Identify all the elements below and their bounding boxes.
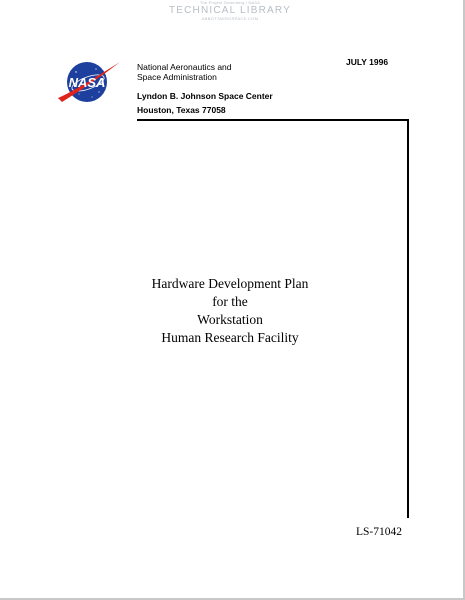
publication-date: JULY 1996: [346, 57, 389, 67]
watermark-title: TECHNICAL LIBRARY: [168, 5, 292, 16]
nasa-meatball-logo: [54, 56, 124, 108]
technical-library-watermark: [140, 1, 320, 21]
agency-name: [137, 62, 232, 82]
title-line-4: Human Research Facility: [161, 330, 299, 345]
watermark-top-line: The Project Gutenberg / NASA: [199, 0, 261, 5]
logo-star: [98, 91, 99, 92]
document-number: LS-71042: [356, 526, 402, 538]
document-title: [100, 275, 360, 347]
header-rule: [137, 119, 409, 121]
center-address: Houston, Texas 77058: [137, 105, 226, 115]
margin-rule: [407, 119, 409, 518]
logo-star: [95, 68, 96, 69]
title-line-1: Hardware Development Plan: [151, 276, 309, 291]
agency-line-2: Space Administration: [137, 72, 217, 82]
watermark-url: ABBOTTAEROSPACE.COM: [201, 16, 259, 21]
logo-star: [92, 97, 93, 98]
space-center-name: Lyndon B. Johnson Space Center: [137, 91, 273, 101]
title-line-2: for the: [212, 294, 248, 309]
title-line-3: Workstation: [197, 312, 263, 327]
logo-wordmark: NASA: [68, 75, 106, 90]
logo-star: [79, 94, 80, 95]
logo-star: [75, 71, 76, 72]
agency-line-1: National Aeronautics and: [137, 62, 232, 72]
